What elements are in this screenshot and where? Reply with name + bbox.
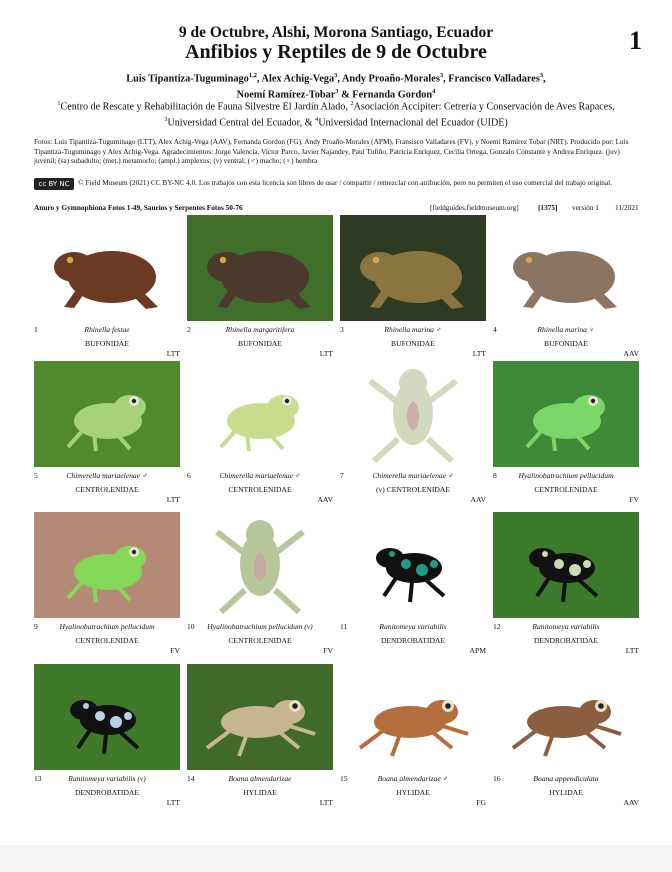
toad-frog-illustration	[34, 215, 180, 321]
species-photo	[187, 361, 333, 467]
fieldguides-link[interactable]: [fieldguides.fieldmuseum.org]	[430, 203, 519, 212]
photo-number: 4	[493, 325, 497, 334]
species-card	[493, 215, 645, 367]
species-card	[34, 512, 186, 664]
author: , Francisco Valladares	[443, 73, 540, 85]
species-card	[340, 215, 492, 367]
species-name: Boana appendiculata	[533, 774, 599, 783]
species-card	[340, 664, 492, 816]
photo-credit: APM	[469, 646, 486, 655]
photo-credit: AAV	[317, 495, 333, 504]
photo-number: 3	[340, 325, 344, 334]
photo-credit: LTT	[166, 349, 180, 358]
photo-number: 6	[187, 471, 191, 480]
guide-code: [1375]	[538, 203, 558, 212]
affiliation: Centro de Rescate y Rehabilitación de Fauna Silvestre El Jardín Alado,	[60, 101, 351, 113]
family-name: DENDROBATIDAE	[380, 636, 446, 645]
photo-credit: LTT	[625, 646, 639, 655]
family-name: HYLIDAE	[396, 788, 430, 797]
photo-credit: FV	[323, 646, 333, 655]
glass-frog-illustration	[187, 361, 333, 467]
affiliation: Universidad Central del Ecuador, &	[167, 117, 316, 129]
family-name: (v) CENTROLENIDAE	[375, 485, 451, 494]
authors-line-1	[0, 69, 672, 85]
author: , Alex Achig-Vega	[256, 73, 335, 85]
family-name: CENTROLENIDAE	[228, 636, 292, 645]
affil-sup: 2	[350, 100, 354, 107]
photo-number: 14	[187, 774, 195, 783]
species-card	[340, 361, 492, 513]
species-name: Chimerella mariaelenae ♂	[66, 471, 148, 480]
guide-title: Anfibios y Reptiles de 9 de Octubre	[185, 41, 487, 63]
species-photo	[493, 215, 639, 321]
dart-frog-illustration	[340, 512, 486, 618]
species-name: Chimerella mariaelenae ♂	[219, 471, 301, 480]
species-photo	[187, 512, 333, 618]
species-card	[34, 361, 186, 513]
species-card	[187, 215, 339, 367]
species-name: Rhinella festae	[84, 325, 130, 334]
photo-credit: LTT	[166, 798, 180, 807]
photo-number: 7	[340, 471, 344, 480]
tree-frog-illustration	[187, 664, 333, 770]
species-photo	[34, 361, 180, 467]
family-name: BUFONIDAE	[544, 339, 588, 348]
species-name: Hyalinobatrachium pellucidum	[59, 622, 155, 631]
species-name: Rhinella marina ♀	[537, 325, 595, 334]
species-name: Chimerella mariaelenae ♂	[372, 471, 454, 480]
species-name: Boana almendarizae ♂	[377, 774, 449, 783]
glass-frog-illustration	[34, 361, 180, 467]
page-number: 1	[629, 26, 642, 55]
toad-frog-illustration	[493, 215, 639, 321]
family-name: HYLIDAE	[549, 788, 583, 797]
species-photo	[493, 664, 639, 770]
species-photo	[187, 215, 333, 321]
species-photo	[340, 215, 486, 321]
author-sup: 3	[539, 72, 544, 79]
family-name: CENTROLENIDAE	[75, 485, 139, 494]
species-name: Hyalinobatrachium pellucidum	[518, 471, 614, 480]
family-name: DENDROBATIDAE	[74, 788, 140, 797]
author-sup: 3	[334, 72, 338, 79]
species-photo	[340, 512, 486, 618]
photo-number: 9	[34, 622, 38, 631]
affiliation: Asociación Accipiter: Cetrería y Conservación de Aves Rapaces,	[353, 101, 615, 113]
photo-number: 1	[34, 325, 38, 334]
author-sup: 3	[335, 88, 339, 96]
photo-credits: Fotos: Luis Tipantiza-Tuguminago (LTT), Alex Achig-Vega (AAV), Fernanda Gordon (FG), Andy Proaño-Morales (APM), Fransisco Valladares (FV), y Noemí Ramírez Tobar (NRT). Producido por: Luis Tipantiza-Tuguminago y Alex Achig-Vega. Agradecimientos: Jorge Valencia, Victor Parco, Javier Najandey, Paul Tufiño, Patricia Enríquez, Cecilia Ortega, Gonzalo Constante y Andrea Enríquez. (juv) juvenil; (sa) subadulto; (met.) metamorfo; (ampl.) amplexus; (v) ventral; (♂) macho; (♀) hembra	[34, 137, 629, 165]
species-photo	[340, 361, 486, 467]
glass-frog-illustration	[493, 361, 639, 467]
species-name: Ranitomeya variabilis	[379, 622, 447, 631]
species-photo	[340, 664, 486, 770]
photo-credit: AAV	[623, 349, 639, 358]
author: , Andy Proaño-Morales	[337, 73, 440, 85]
species-card	[187, 512, 339, 664]
photo-credit: LTT	[472, 349, 486, 358]
author: Noemí Ramírez-Tobar	[236, 89, 336, 101]
photo-number: 13	[34, 774, 42, 783]
photo-credit: AAV	[623, 798, 639, 807]
species-photo	[493, 361, 639, 467]
photo-number: 10	[187, 622, 195, 631]
photo-number: 12	[493, 622, 501, 631]
photo-number: 11	[340, 622, 348, 631]
species-name: Rhinella marina ♂	[384, 325, 442, 334]
species-photo	[34, 664, 180, 770]
species-card	[340, 512, 492, 664]
dart-frog-illustration	[34, 664, 180, 770]
version-label: versión 1	[572, 203, 599, 212]
family-name: CENTROLENIDAE	[75, 636, 139, 645]
author-sup: 4	[432, 88, 436, 96]
family-name: BUFONIDAE	[238, 339, 282, 348]
species-card	[187, 664, 339, 816]
species-name: Hyalinobatrachium pellucidum (v)	[207, 622, 313, 631]
family-name: BUFONIDAE	[85, 339, 129, 348]
family-name: BUFONIDAE	[391, 339, 435, 348]
species-photo	[187, 664, 333, 770]
photo-credit: FV	[170, 646, 180, 655]
photo-number: 5	[34, 471, 38, 480]
author-sup: 1,2	[248, 72, 257, 79]
species-card	[493, 664, 645, 816]
photo-credit: FG	[476, 798, 486, 807]
photo-credit: FV	[629, 495, 639, 504]
date-label: 11/2021	[615, 203, 639, 212]
dart-frog-illustration	[493, 512, 639, 618]
species-card	[34, 664, 186, 816]
author: Luis Tipantiza-Tuguminago	[126, 73, 249, 85]
license-text: © Field Museum (2021) CC BY-NC 4.0. Los trabajos con esta licencia son libres de usar / compartir / remezclar con atribución, pero no permiten el uso comercial del trabajo original.	[78, 178, 613, 187]
affil-sup: 3	[164, 116, 168, 124]
toad-frog-illustration	[187, 215, 333, 321]
species-photo	[493, 512, 639, 618]
photo-number: 2	[187, 325, 191, 334]
toad-frog-illustration	[340, 215, 486, 321]
photo-credit: LTT	[319, 349, 333, 358]
author-sep: ,	[543, 73, 546, 85]
species-name: Ranitomeya variabilis	[532, 622, 600, 631]
species-card	[187, 361, 339, 513]
family-name: CENTROLENIDAE	[228, 485, 292, 494]
photo-credit: LTT	[166, 495, 180, 504]
license-block	[34, 178, 644, 190]
cc-license-icon: cc BY NC	[34, 178, 74, 190]
species-photo	[34, 512, 180, 618]
affil-sup: 1	[57, 100, 61, 107]
species-name: Boana almendarizae	[228, 774, 292, 783]
location-subtitle: 9 de Octubre, Alshi, Morona Santiago, Ecuador	[178, 24, 494, 41]
photo-credit: AAV	[470, 495, 486, 504]
species-name: Ranitomeya variabilis (v)	[68, 774, 146, 783]
tree-frog-illustration	[493, 664, 639, 770]
species-name: Rhinella margaritifera	[225, 325, 295, 334]
glass-frog-illustration	[34, 512, 180, 618]
affiliation: Universidad Internacional del Ecuador (UIDE)	[318, 117, 508, 129]
species-photo	[34, 215, 180, 321]
affil-sup: 4	[315, 116, 319, 124]
author: & Fernanda Gordon	[338, 89, 433, 101]
family-name: DENDROBATIDAE	[533, 636, 599, 645]
ventral-frog-illustration	[187, 512, 333, 618]
species-card	[493, 512, 645, 664]
affiliations	[0, 97, 672, 130]
photo-number: 15	[340, 774, 348, 783]
species-card	[493, 361, 645, 513]
family-name: HYLIDAE	[243, 788, 277, 797]
photo-credit: LTT	[319, 798, 333, 807]
photo-range-label: Anuro y Gymnophiona Fotos 1-49, Saurios y Serpentes Fotos 50-76	[34, 203, 243, 212]
photo-number: 16	[493, 774, 501, 783]
ventral-frog-illustration	[340, 361, 486, 467]
family-name: CENTROLENIDAE	[534, 485, 598, 494]
tree-frog-illustration	[340, 664, 486, 770]
species-card	[34, 215, 186, 367]
author-sup: 3	[439, 72, 444, 79]
photo-number: 8	[493, 471, 497, 480]
